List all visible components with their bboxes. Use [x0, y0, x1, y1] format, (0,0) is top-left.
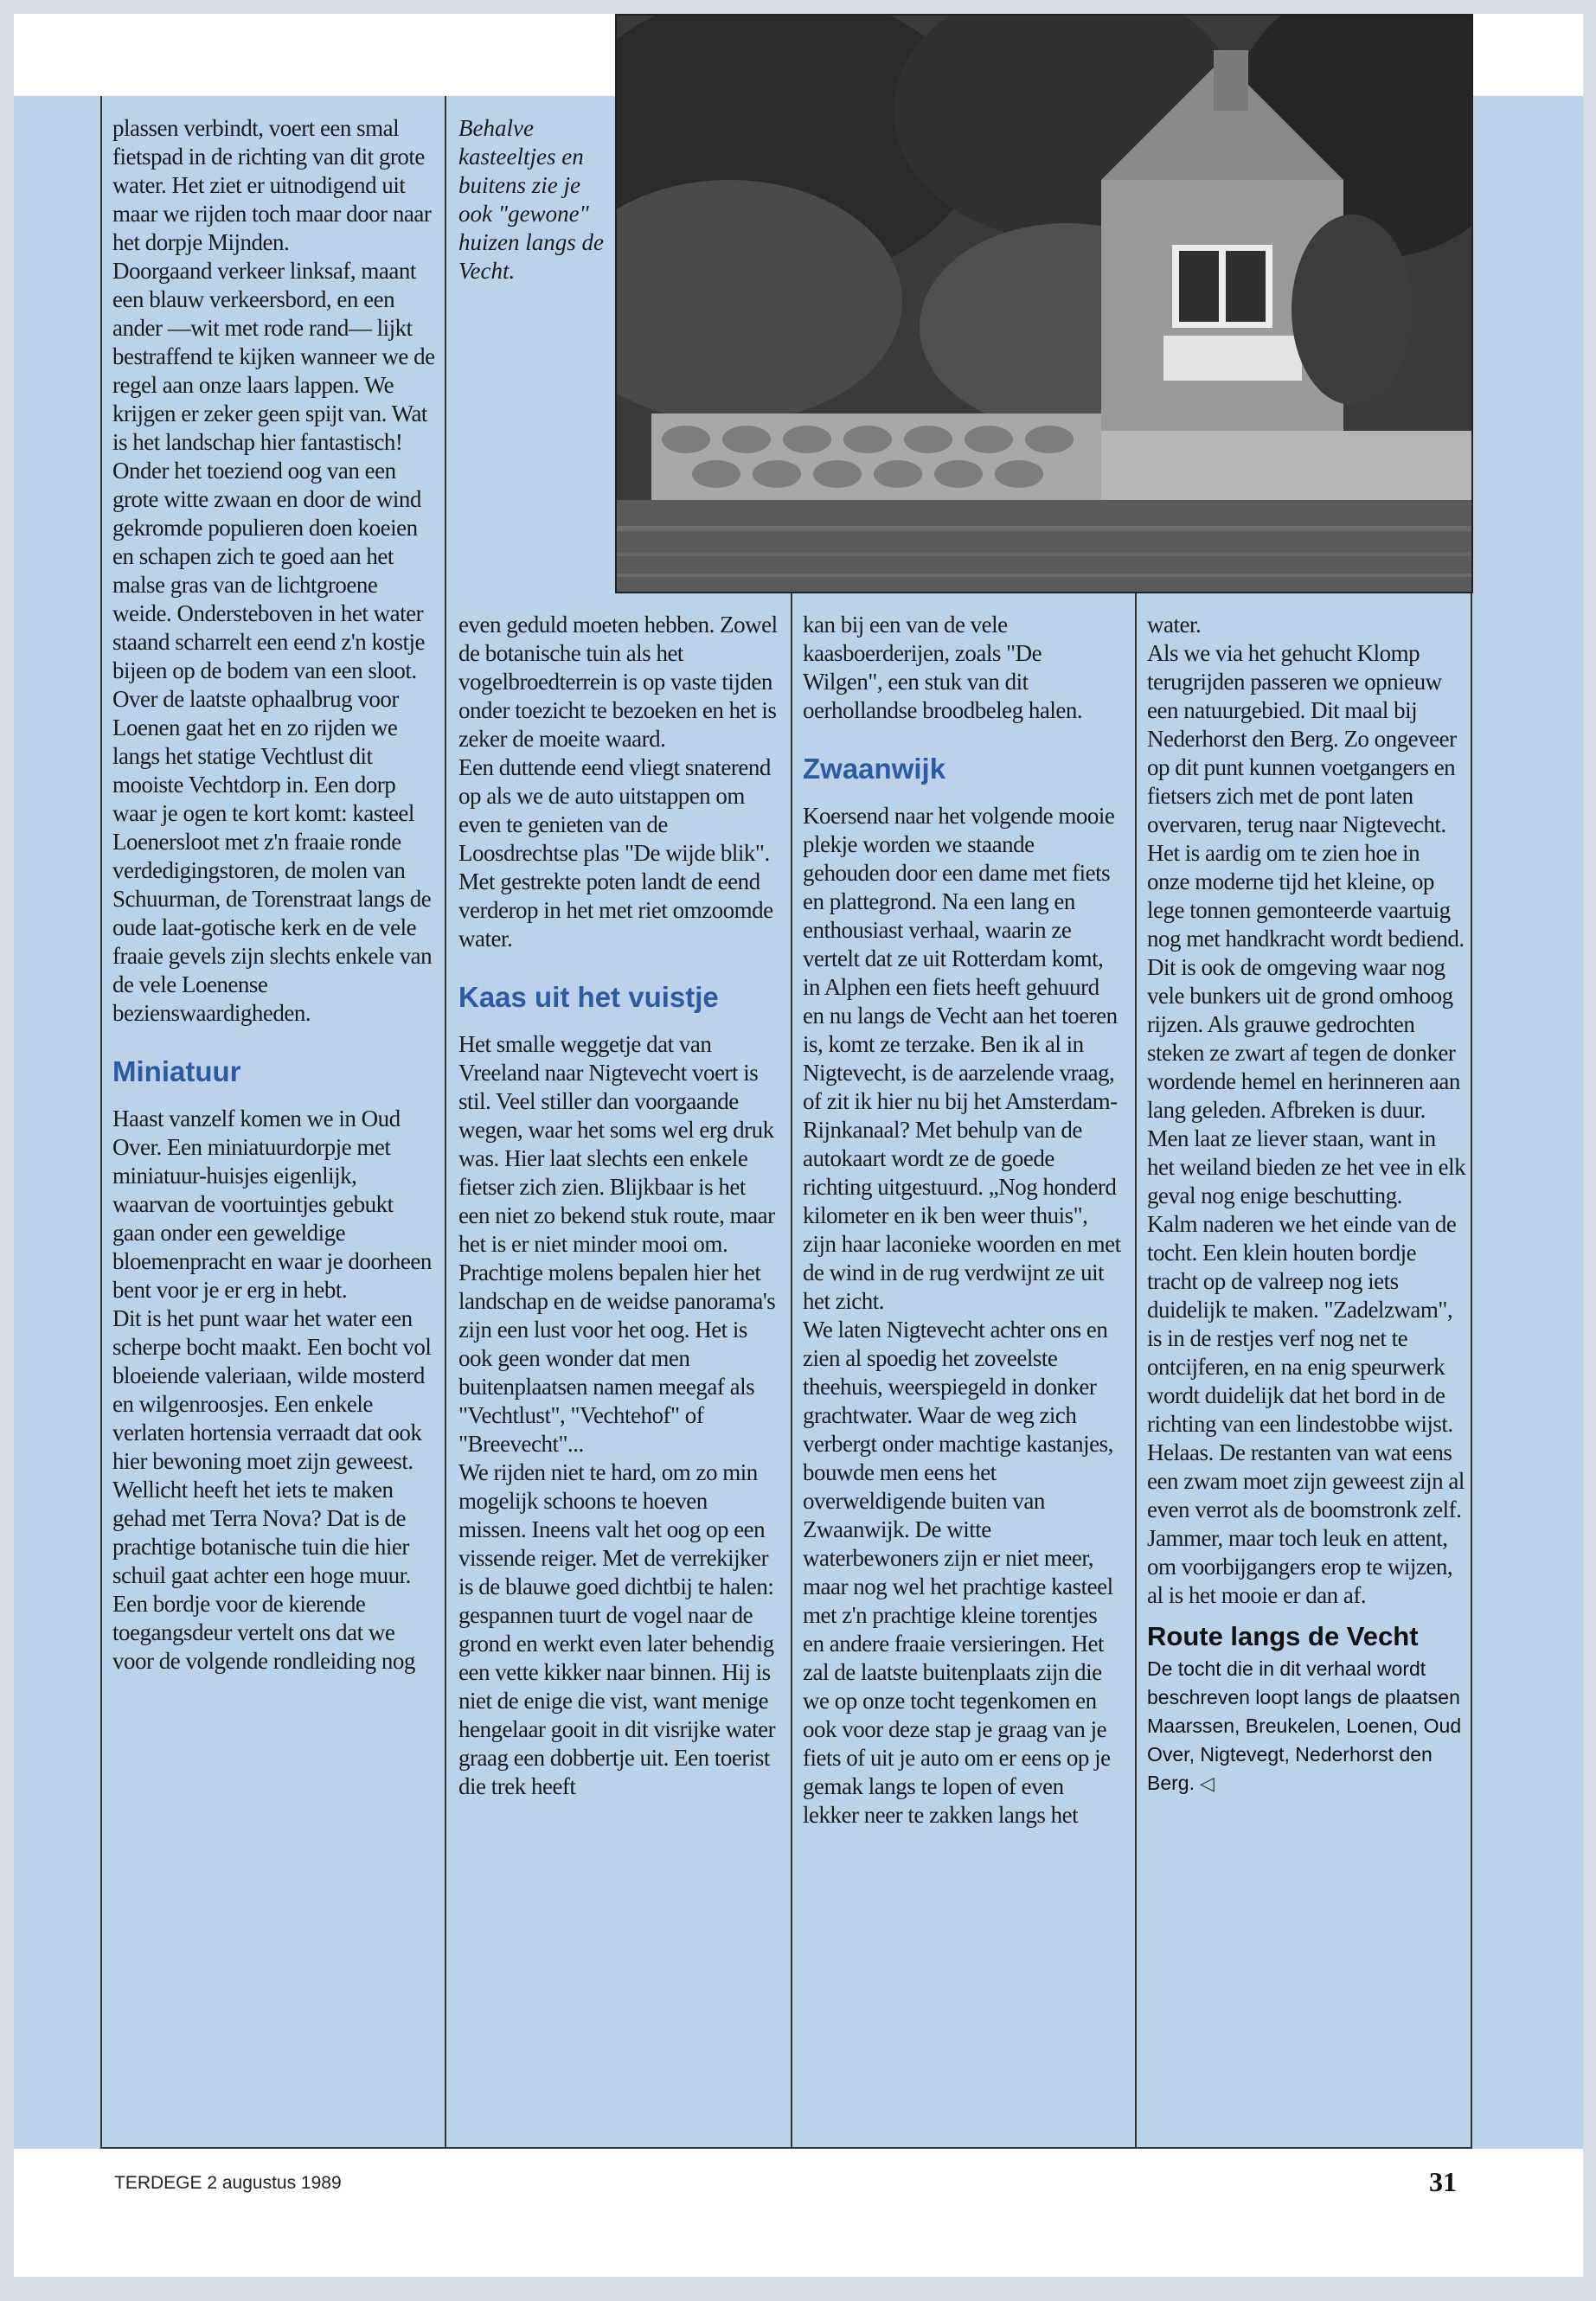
route-text: De tocht die in dit verhaal wordt beschreven loopt langs de plaatsen Maarssen, Breukelen, Loenen, Oud Over, Nigtevegt, Nederhorst den Berg.	[1147, 1657, 1462, 1794]
article-column-3	[803, 611, 1123, 1830]
paragraph: Wellicht heeft het iets te maken gehad met Terra Nova? Dat is de prachtige botanische tuin die hier schuil gaat achter een hoge muur. Een bordje voor de kierende toegangsdeur vertelt ons dat we voor de volgende rondleiding nog	[112, 1477, 415, 1674]
article-column-1	[112, 114, 437, 1676]
column-rule	[445, 96, 446, 2149]
section-heading: Zwaanwijk	[803, 753, 946, 785]
publication-footer: TERDEGE 2 augustus 1989	[114, 2173, 342, 2193]
article-column-2	[458, 611, 779, 1801]
article-column-4	[1147, 611, 1467, 1798]
paragraph: We laten Nigtevecht achter ons en zien al spoedig het zoveelste theehuis, weerspiegeld in donker grachtwater. Waar de weg zich verbergt onder machtige kastanjes, bouwde men eens het overweldigende buiten van Zwaanwijk. De witte waterbewoners zijn er niet meer, maar nog wel het prachtige kasteel met z'n prachtige kleine torentjes en andere fraaie versieringen. Het zal de laatste buitenplaats zijn die we op onze tocht tegenkomen en ook voor deze stap je graag van je fiets of uit je auto om er eens op je gemak langs te lopen of even lekker neer te zakken langs het	[803, 1317, 1113, 1828]
paragraph: Dit is het punt waar het water een scherpe bocht maakt. Een bocht vol bloeiende valeriaan, wilde mosterd en wilgenroosjes. Een enkele verlaten hortensia verraadt dat ook hier bewoning moet zijn geweest.	[112, 1305, 432, 1474]
bottom-margin	[14, 2149, 1583, 2277]
paragraph: Het smalle weggetje dat van Vreeland naar Nigtevecht voert is stil. Veel stiller dan voorgaande wegen, waar het soms wel erg druk was. Hier laat slechts een enkele fietser zich zien. Blijkbaar is het een niet zo bekend stuk route, maar het is er niet minder mooi om. Prachtige molens bepalen hier het landschap en de weidse panorama's zijn een lust voor het oog. Het is ook geen wonder dat men buitenplaatsen namen meegaf als "Vechtlust", "Vechtehof" of "Breevecht"...	[458, 1031, 776, 1457]
house-photo	[615, 14, 1473, 593]
page-number: 31	[1429, 2166, 1457, 2197]
paragraph: Koersend naar het volgende mooie plekje worden we staande gehouden door een dame met fiets en plattegrond. Na een lang en enthousiast verhaal, waarin ze vertelt dat ze uit Rotterdam komt, in Alphen een fiets heeft gehuurd en nu langs de Vecht aan het toeren is, komt ze terzake. Ben ik al in Nigtevecht, is de aarzelende vraag, of zit ik hier nu bij het Amsterdam-Rijnkanaal? Met behulp van de autokaart wordt ze de goede richting uitgestuurd. „Nog honderd kilometer en ik ben weer thuis", zijn haar laconieke woorden en met de wind in de rug verdwijnt ze uit het zicht.	[803, 803, 1121, 1314]
photo-caption: Behalve kasteeltjes en buitens zie je ook "gewone" huizen langs de Vecht.	[458, 115, 604, 284]
house-photo-image	[617, 16, 1473, 593]
paragraph: Haast vanzelf komen we in Oud Over. Een miniatuurdorpje met miniatuur-huisjes eigenlijk, waarvan de voortuintjes gebukt gaan onder een geweldige bloemenpracht en waar je doorheen bent voor je er erg in hebt.	[112, 1106, 432, 1303]
paragraph: Onder het toeziend oog van een grote witte zwaan en door de wind gekromde populieren doen koeien en schapen zich te goed aan het malse gras van de lichtgroene weide. Ondersteboven in het water staand scharrelt een eend z'n kostje bijeen op de bodem van een sloot.	[112, 458, 425, 683]
triangle-left-icon: ◁	[1199, 1772, 1215, 1794]
paragraph: even geduld moeten hebben. Zowel de botanische tuin als het vogelbroedterrein is op vaste tijden onder toezicht te bezoeken en het is zeker de moeite waard.	[458, 612, 778, 752]
section-heading: Miniatuur	[112, 1055, 241, 1087]
paragraph: kan bij een van de vele kaasboerderijen, zoals "De Wilgen", een stuk van dit oerhollandse broodbeleg halen.	[803, 612, 1083, 723]
paragraph: Kalm naderen we het einde van de tocht. Een klein houten bordje tracht op de valreep nog iets duidelijk te maken. "Zadelzwam", is in de restjes verf nog net te ontcijferen, en na enig speurwerk wordt duidelijk dat het bord in de richting van een lindestobbe wijst. Helaas. De restanten van wat eens een zwam moet zijn geweest zijn al even verrot als de boomstronk zelf. Jammer, maar toch leuk en attent, om voorbijgangers erop te wijzen, al is het mooie er dan af.	[1147, 1211, 1465, 1608]
paragraph: water.	[1147, 612, 1202, 638]
paragraph: plassen verbindt, voert een smal fietspad in de richting van dit grote water. Het ziet er uitnodigend uit maar we rijden toch maar door naar het dorpje Mijnden.	[112, 115, 432, 255]
route-title: Route langs de Vecht	[1147, 1621, 1419, 1651]
paragraph: We rijden niet te hard, om zo min mogelijk schoons te hoeven missen. Ineens valt het oog op een vissende reiger. Met de verrekijker is de blauwe goed dichtbij te halen: gespannen tuurt de vogel naar de grond en werkt even later behendig een vette kikker naar binnen. Hij is niet de enige die vist, want menige hengelaar gooit in dit visrijke water graag een dobbertje uit. Een toerist die trek heeft	[458, 1459, 776, 1799]
paragraph: Als we via het gehucht Klomp terugrijden passeren we opnieuw een natuurgebied. Dit maal bij Nederhorst den Berg. Zo ongeveer op dit punt kunnen voetgangers en fietsers zich met de pont laten overvaren, terug naar Nigtevecht. Het is aardig om te zien hoe in onze moderne tijd het kleine, op lege tonnen gemonteerde vaartuig nog met handkracht wordt bediend.	[1147, 640, 1465, 952]
section-heading: Kaas uit het vuistje	[458, 981, 719, 1013]
paragraph: Over de laatste ophaalbrug voor Loenen gaat het en zo rijden we langs het statige Vechtlust dit mooiste Vechtdorp in. Een dorp waar je ogen te kort komt: kasteel Loenersloot met z'n fraaie ronde verdedigingstoren, de molen van Schuurman, de Torenstraat langs de oude laat-gotische kerk en de vele fraaie gevels zijn slechts enkele van de vele Loenense bezienswaardigheden.	[112, 686, 433, 1026]
magazine-page	[14, 14, 1583, 2277]
route-sidebar	[1147, 1622, 1467, 1798]
paragraph: Een duttende eend vliegt snaterend op als we de auto uitstappen om even te genieten van de Loosdrechtse plas "De wijde blik". Met gestrekte poten landt de eend verderop in het met riet omzoomde water.	[458, 754, 773, 952]
paragraph: Dit is ook de omgeving waar nog vele bunkers uit de grond omhoog rijzen. Als grauwe gedrochten steken ze zwart af tegen de donker wordende hemel en herinneren aan lang geleden. Afbreken is duur. Men laat ze liever staan, want in het weiland bieden ze het vee in elk geval nog enige beschutting.	[1147, 954, 1466, 1208]
column-4-body	[1147, 611, 1467, 1610]
paragraph: Doorgaand verkeer linksaf, maant een blauw verkeersbord, en een ander —wit met rode rand— lijkt bestraffend te kijken wanneer we de regel aan onze laars lappen. We krijgen er zeker geen spijt van. Wat is het landschap hier fantastisch!	[112, 258, 435, 455]
